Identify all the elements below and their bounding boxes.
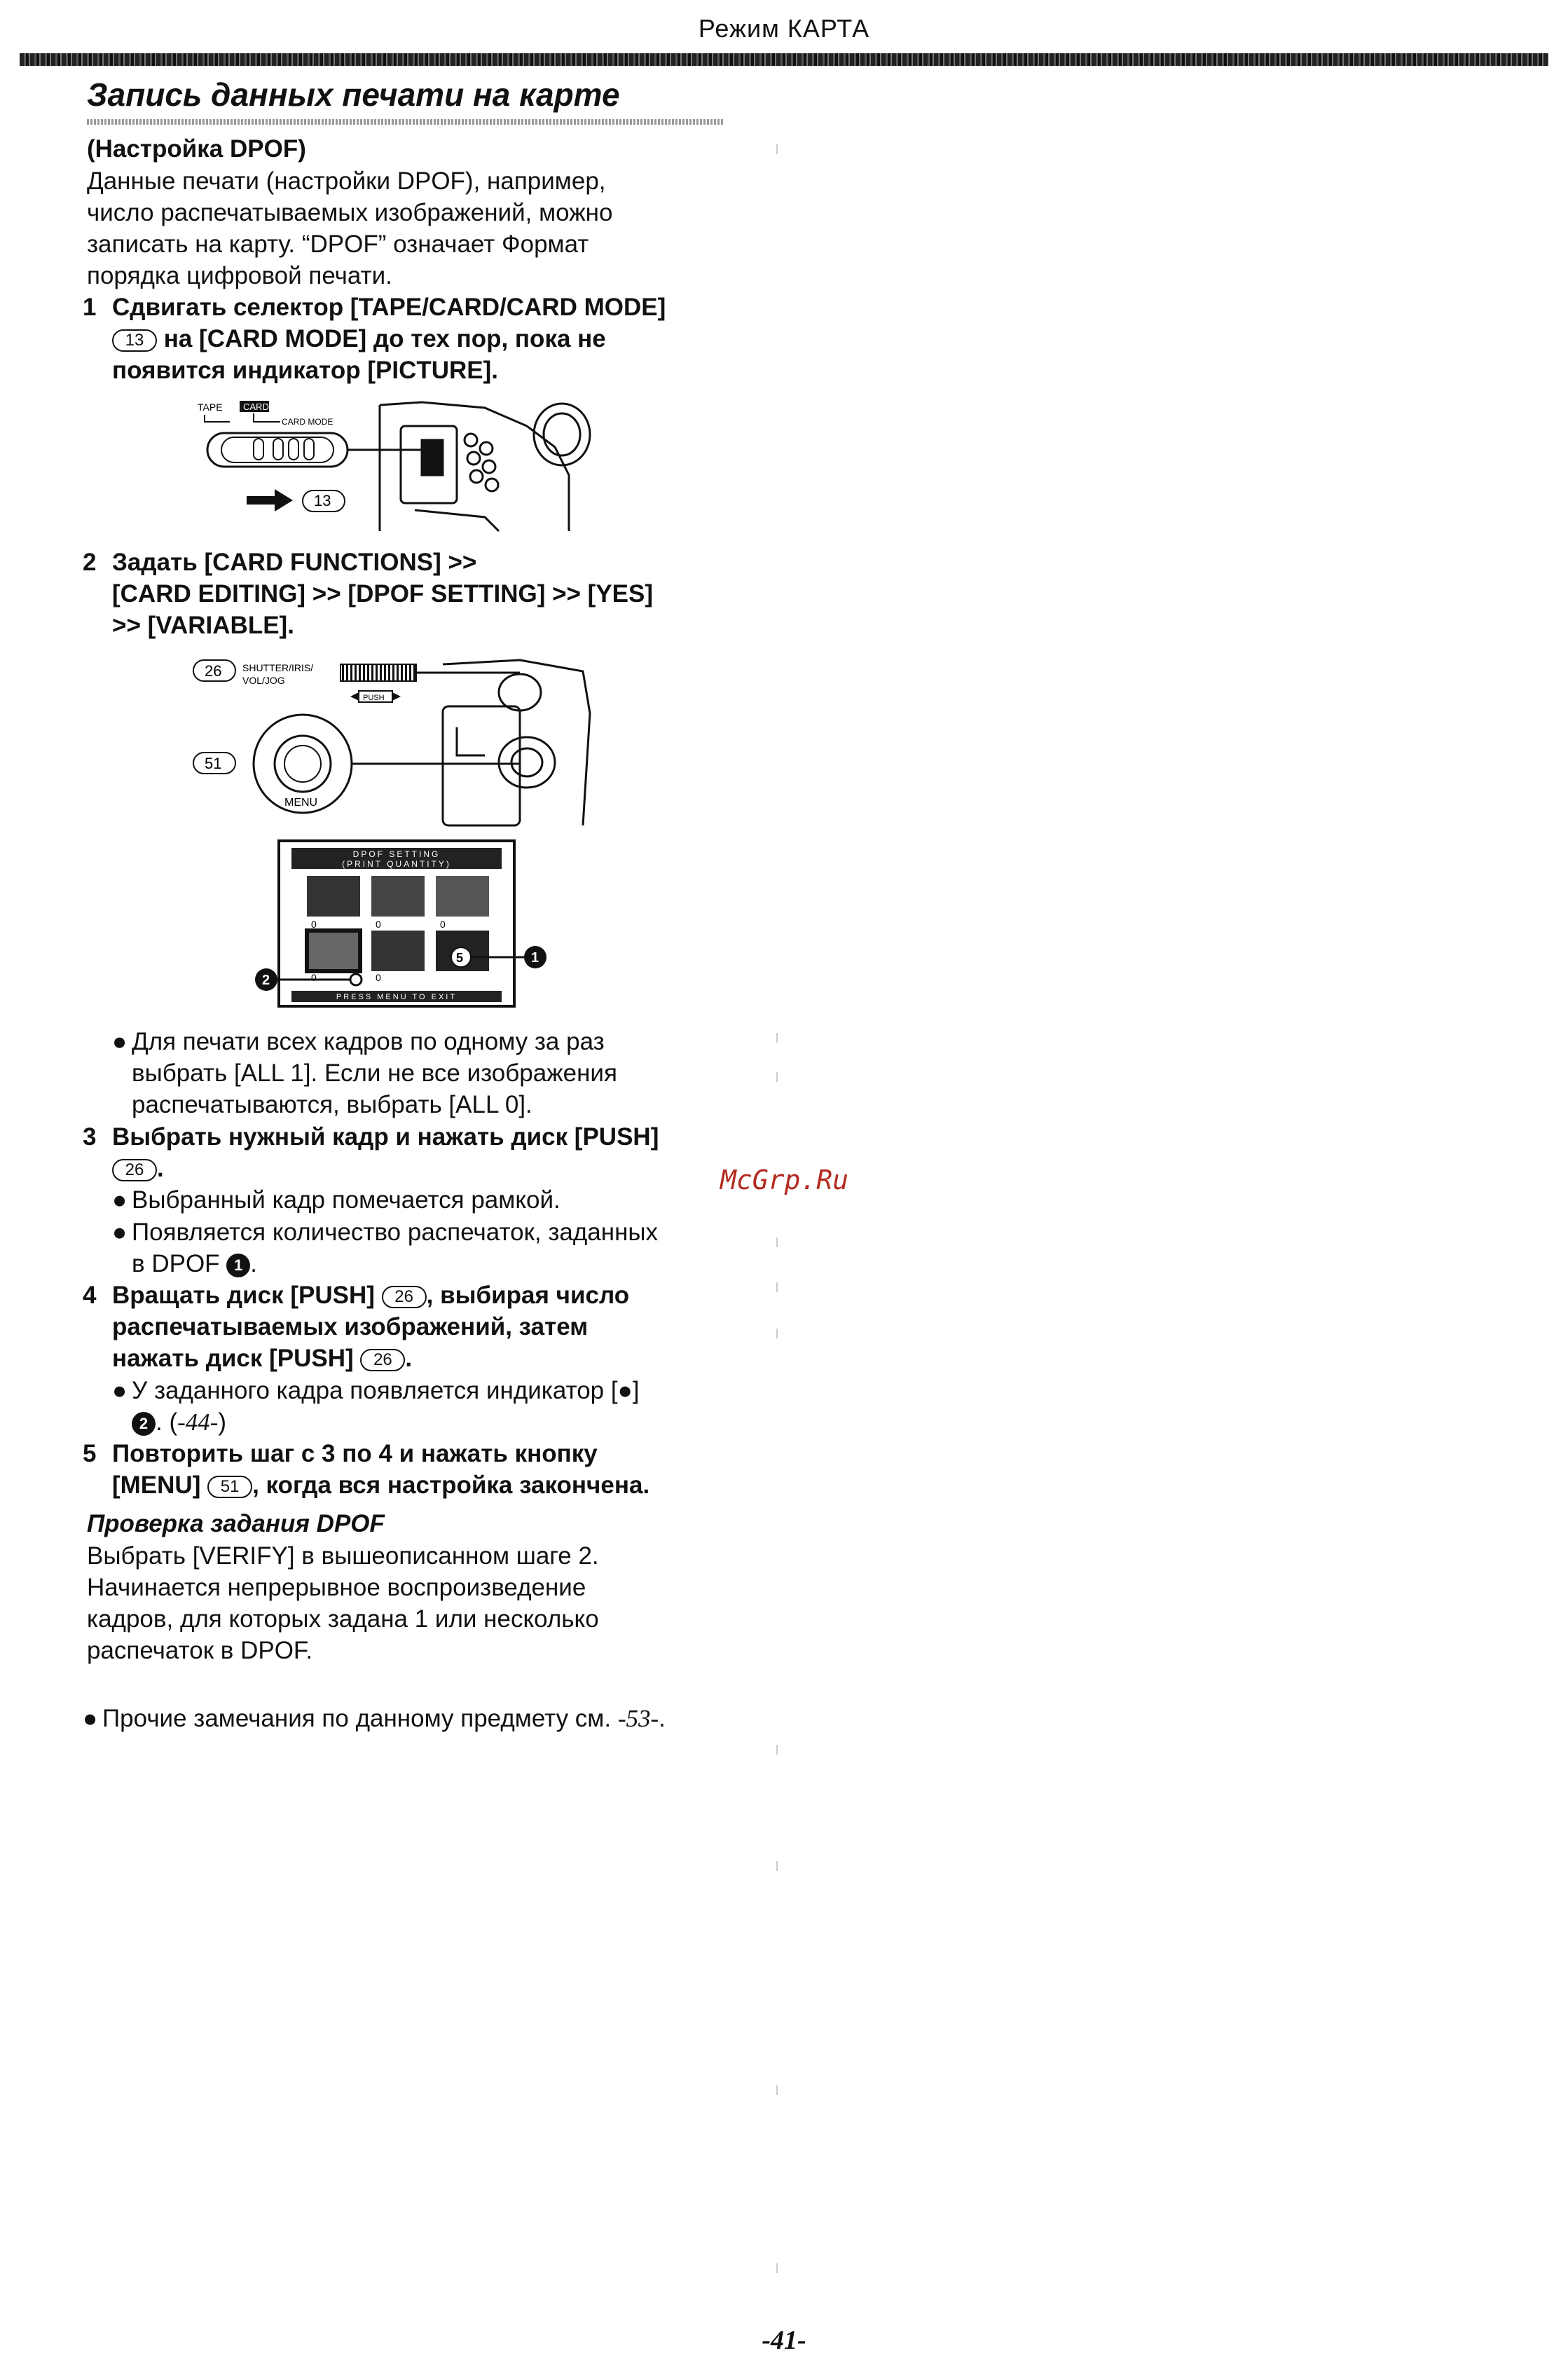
- label-card: CARD: [243, 402, 269, 412]
- dial-label: VOL/JOG: [242, 675, 285, 686]
- ref-26: 26: [382, 1286, 427, 1308]
- intro-line: число распечатываемых изображений, можно: [87, 199, 613, 226]
- step-number: 2: [83, 549, 97, 576]
- header-rule: [20, 53, 1548, 66]
- ref-13: 13: [112, 329, 157, 352]
- bullet-all: [112, 1026, 748, 1120]
- step-number: 5: [83, 1440, 97, 1467]
- step-2: [83, 547, 741, 641]
- bullet-line: 2 . (-44-): [132, 1406, 748, 1438]
- bullet-line: Для печати всех кадров по одному за раз: [132, 1028, 605, 1055]
- page-header: Режим КАРТА: [698, 14, 870, 43]
- verify-heading: Проверка задания DPOF: [87, 1510, 385, 1537]
- bullet-note: ● Прочие замечания по данному предмету см. -53-.: [102, 1703, 761, 1734]
- frame-count-set: 5: [456, 951, 464, 965]
- bullet-dot: ●: [112, 1186, 128, 1214]
- bullet-selected-frame: [112, 1184, 748, 1216]
- screen-subtitle: (PRINT QUANTITY): [342, 859, 451, 869]
- bullet-dot: ●: [112, 1377, 128, 1404]
- step-line: на [CARD MODE] до тех пор, пока не: [157, 325, 606, 352]
- bullet-line: выбрать [ALL 1]. Если не все изображения: [132, 1059, 617, 1087]
- step-line: [CARD EDITING] >> [DPOF SETTING] >> [YES]: [112, 580, 654, 608]
- frame-count: 0: [311, 972, 317, 983]
- print-indicator-icon: [350, 974, 362, 985]
- thumbnail: [371, 931, 425, 971]
- bullet-print-count: [112, 1216, 748, 1280]
- marker-1-label: 1: [531, 950, 539, 966]
- step-text: [112, 1121, 741, 1184]
- dial-label: SHUTTER/IRIS/: [242, 662, 314, 673]
- bullet-dot: ●: [83, 1705, 98, 1732]
- page-number: -41-: [762, 2326, 806, 2355]
- step-5: [83, 1438, 741, 1501]
- label-tape: TAPE: [198, 402, 223, 413]
- ref-51: 51: [207, 1476, 252, 1498]
- figure-dial-menu: [191, 657, 611, 832]
- thumbnail: [307, 876, 360, 917]
- step-line: Выбрать нужный кадр и нажать диск [PUSH]: [112, 1123, 659, 1151]
- intro-line: порядка цифровой печати.: [87, 262, 392, 289]
- step-line: Повторить шаг с 3 по 4 и нажать кнопку: [112, 1440, 598, 1467]
- camcorder-side-icon: [380, 402, 590, 531]
- figure-dpof-screen: [251, 834, 559, 1016]
- step-line: распечатываемых изображений, затем: [112, 1313, 589, 1340]
- camcorder-top-icon: [443, 660, 590, 825]
- bullet-line: У заданного кадра появляется индикатор [●]: [132, 1377, 640, 1404]
- intro-paragraph: [87, 165, 745, 291]
- section-title: Запись данных печати на карте: [87, 76, 620, 113]
- frame-count: 0: [311, 919, 317, 930]
- step-text: [112, 547, 741, 641]
- ref-26: 26: [360, 1349, 405, 1371]
- step-line: появится индикатор [PICTURE].: [112, 357, 498, 384]
- label-card-mode: CARD MODE: [282, 417, 333, 427]
- step-line: >> [VARIABLE].: [112, 612, 294, 639]
- bullet-indicator: [112, 1375, 748, 1438]
- step-3: [83, 1121, 741, 1184]
- frame-count: 0: [376, 972, 381, 983]
- ref-13-label: 13: [314, 492, 331, 509]
- verify-paragraph: [87, 1540, 745, 1666]
- verify-line: Начинается непрерывное воспроизведение: [87, 1574, 586, 1601]
- figure-card-selector: [191, 398, 611, 538]
- bullet-dot: ●: [112, 1219, 128, 1246]
- note-text: Прочие замечания по данному предмету см.: [102, 1705, 618, 1732]
- thumbnail-selected: [307, 931, 360, 971]
- intro-line: Данные печати (настройки DPOF), например,: [87, 167, 606, 195]
- step-number: 3: [83, 1123, 97, 1151]
- menu-button-icon: [254, 715, 352, 813]
- push-dial: [341, 664, 416, 681]
- marker-2-label: 2: [262, 973, 270, 988]
- screen-footer: PRESS MENU TO EXIT: [336, 993, 458, 1001]
- step-line: Сдвигать селектор [TAPE/CARD/CARD MODE]: [112, 294, 666, 321]
- step-1: [83, 291, 741, 386]
- verify-line: Выбрать [VERIFY] в вышеописанном шаге 2.: [87, 1542, 599, 1570]
- step-number: 1: [83, 294, 97, 321]
- push-label: PUSH: [363, 694, 385, 702]
- thumbnail: [436, 876, 489, 917]
- bullet-line: Появляется количество распечаток, заданных: [132, 1219, 659, 1246]
- menu-label: MENU: [284, 797, 318, 809]
- step-line: Задать [CARD FUNCTIONS] >>: [112, 549, 477, 576]
- marker-2-icon: 2: [132, 1412, 156, 1436]
- screen-title: DPOF SETTING: [352, 849, 441, 859]
- step-number: 4: [83, 1282, 97, 1309]
- arrow-right-icon: [247, 489, 293, 512]
- thumbnail: [371, 876, 425, 917]
- ref-26: 26: [112, 1159, 157, 1181]
- step-text: Повторить шаг с 3 по 4 и нажать кнопку [MENU] 51 , когда вся настройка закончена.: [112, 1440, 650, 1499]
- ref-51-label: 51: [205, 755, 222, 772]
- page-reference: -44-: [177, 1408, 219, 1436]
- step-line: .: [157, 1155, 164, 1182]
- ref-26-label: 26: [205, 662, 222, 680]
- page-reference: -53-: [617, 1705, 659, 1732]
- title-rule: [87, 119, 724, 125]
- bullet-text: Выбранный кадр помечается рамкой.: [132, 1186, 561, 1214]
- intro-line: записать на карту. “DPOF” означает Формат: [87, 231, 589, 258]
- bullet-line: распечатываются, выбрать [ALL 0].: [132, 1091, 532, 1118]
- verify-line: распечаток в DPOF.: [87, 1637, 313, 1664]
- section-subtitle: (Настройка DPOF): [87, 135, 306, 163]
- step-4: [83, 1280, 741, 1374]
- step-text: Вращать диск [PUSH] 26 , выбирая число распечатываемых изображений, затем нажать диск [PUSH] 26 .: [112, 1282, 630, 1372]
- bullet-line: в DPOF 1 .: [132, 1250, 258, 1277]
- frame-count: 0: [440, 919, 446, 930]
- bullet-dot: ●: [112, 1028, 128, 1055]
- verify-line: кадров, для которых задана 1 или несколько: [87, 1605, 599, 1633]
- marker-1-icon: 1: [226, 1254, 250, 1277]
- frame-count: 0: [376, 919, 381, 930]
- watermark: McGrp.Ru: [720, 1165, 849, 1195]
- step-text: [112, 291, 741, 386]
